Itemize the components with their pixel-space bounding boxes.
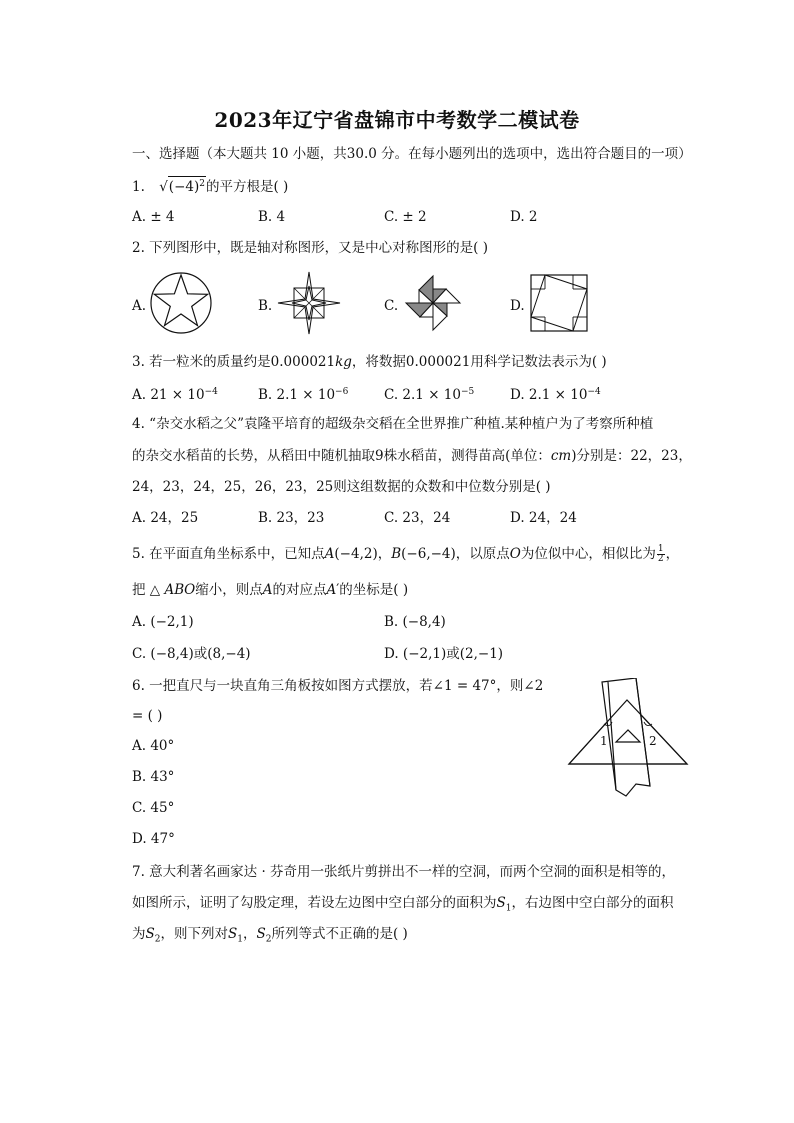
question-stem-end: ， xyxy=(665,546,680,562)
question-4-line-2: 的杂交水稻苗的长势，从稻田中随机抽取9株水稻苗，测得苗高(单位：𝑐𝑚)分别是：22，23， xyxy=(132,448,692,464)
option-exponent: −6 xyxy=(335,387,349,397)
square-in-square-figure xyxy=(528,272,590,334)
question-stem: 5. 在平面直角坐标系中，已知点𝐴(−4,2)，𝐵(−6,−4)，以原点𝑂为位似中心，相似比为 xyxy=(132,546,656,562)
option-a xyxy=(132,382,218,405)
question-5-line-2: 把 △ 𝐴𝐵𝑂缩小，则点𝐴的对应点𝐴′的坐标是( ) xyxy=(132,582,409,598)
option-c xyxy=(384,382,474,405)
option-d: D. 24，24 xyxy=(510,510,577,526)
ratio-fraction xyxy=(657,545,665,564)
option-a: A. (−2,1) xyxy=(132,614,194,630)
option-base: A. 21 × 10 xyxy=(132,387,205,403)
radicand-text: (−4) xyxy=(168,179,200,195)
compass-star-figure xyxy=(276,270,342,336)
option-d: D. 47° xyxy=(132,831,175,847)
radicand xyxy=(168,176,206,195)
fraction-denominator: 2 xyxy=(657,554,664,564)
text-segment: 为𝑆 xyxy=(132,926,155,942)
text-segment: ，𝑆 xyxy=(242,926,266,942)
question-1 xyxy=(132,176,288,197)
option-d xyxy=(510,382,601,405)
option-a: A. xyxy=(132,298,147,314)
text-segment: ，则下列对𝑆 xyxy=(160,926,238,942)
ruler-triangle-figure xyxy=(566,678,690,802)
question-4-line-3: 24，23，24，25，26，23，25则这组数据的众数和中位数分别是( ) xyxy=(132,479,551,495)
question-5 xyxy=(132,544,679,564)
subscript: 1 xyxy=(237,934,243,945)
option-c: C. (−8,4)或(8,−4) xyxy=(132,646,251,662)
text-segment: 所列等式不正确的是( ) xyxy=(271,926,408,942)
option-d: D. (−2,1)或(2,−1) xyxy=(384,646,504,662)
option-c: C. 45° xyxy=(132,800,175,816)
option-base: B. 2.1 × 10 xyxy=(258,387,336,403)
option-b xyxy=(258,382,348,405)
question-7-line-3 xyxy=(132,924,408,950)
option-a: A. 40° xyxy=(132,738,175,754)
option-exponent: −5 xyxy=(460,387,475,397)
text-segment: 如图所示，证明了勾股定理，若设左边图中空白部分的面积为𝑆 xyxy=(132,895,506,911)
radical-sign: √ xyxy=(159,179,168,195)
circle-star-figure xyxy=(148,270,214,336)
angle-2-label: 2 xyxy=(649,734,657,748)
option-d: D. 2 xyxy=(510,209,538,225)
option-base: D. 2.1 × 10 xyxy=(510,387,588,403)
exponent: 2 xyxy=(199,179,205,189)
option-b: B. 4 xyxy=(258,209,286,225)
option-exponent: −4 xyxy=(204,387,218,397)
option-b: B. xyxy=(258,298,273,314)
option-b: B. (−8,4) xyxy=(384,614,446,630)
option-exponent: −4 xyxy=(587,387,601,397)
option-b: B. 23，23 xyxy=(258,510,325,526)
page-title: 2023年辽宁省盘锦市中考数学二模试卷 xyxy=(214,108,580,132)
option-d: D. xyxy=(510,298,525,314)
question-4: 4. “杂交水稻之父”袁隆平培育的超级杂交稻在全世界推广种植.某种植户为了考察所种植 xyxy=(132,416,654,432)
option-a: A. 24，25 xyxy=(132,510,199,526)
subscript: 2 xyxy=(265,934,272,945)
angle-1-label: 1 xyxy=(600,734,608,748)
question-7: 7. 意大利著名画家达 · 芬奇用一张纸片剪拼出不一样的空洞，而两个空洞的面积是相等的， xyxy=(132,864,676,880)
option-c: C. 23，24 xyxy=(384,510,451,526)
option-c: C. ± 2 xyxy=(384,209,427,225)
question-6: 6. 一把直尺与一块直角三角板按如图方式摆放，若∠1 = 47°，则∠2 xyxy=(132,678,544,694)
question-2: 2. 下列图形中，既是轴对称图形，又是中心对称图形的是( ) xyxy=(132,240,488,256)
pinwheel-figure xyxy=(402,272,464,334)
question-7-line-2 xyxy=(132,893,673,919)
text-segment: ，右边图中空白部分的面积 xyxy=(511,895,674,911)
option-a: A. ± 4 xyxy=(132,209,175,225)
subscript: 1 xyxy=(505,903,512,914)
option-base: C. 2.1 × 10 xyxy=(384,387,461,403)
question-stem: 的平方根是( ) xyxy=(205,179,289,195)
option-b: B. 43° xyxy=(132,769,175,785)
section-heading: 一、选择题（本大题共 10 小题，共30.0 分。在每小题列出的选项中，选出符合题目的一项） xyxy=(132,146,692,162)
question-number: 1. xyxy=(132,179,145,195)
fraction-numerator: 1 xyxy=(657,544,664,554)
question-3: 3. 若一粒米的质量约是0.000021𝑘𝑔，将数据0.000021用科学记数法表示为( ) xyxy=(132,354,607,370)
question-6-line-2: = ( ) xyxy=(132,708,163,724)
subscript: 2 xyxy=(154,934,161,945)
option-c: C. xyxy=(384,298,399,314)
